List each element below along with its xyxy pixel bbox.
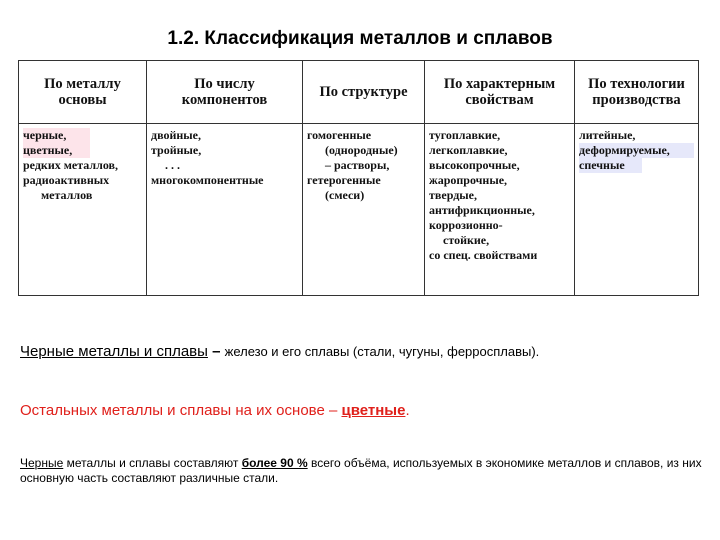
- table-header-row: [19, 61, 699, 124]
- list-item: многокомпонентные: [151, 173, 264, 187]
- list-item: тройные,: [151, 143, 202, 157]
- cell-base-metal: [19, 124, 147, 296]
- page-title: 1.2. Классификация металлов и сплавов: [167, 28, 553, 49]
- list-item: тугоплавкие,: [429, 128, 501, 142]
- list-item: (смеси): [325, 188, 365, 202]
- list-item: редких металлов,: [23, 158, 119, 172]
- list-item: стойкие,: [443, 233, 490, 247]
- ferrous-description: железо и его сплавы (стали, чугуны, ферросплавы).: [224, 344, 540, 359]
- table-row: [19, 124, 699, 296]
- classification-table: [18, 60, 699, 296]
- list-item: коррозионно-: [429, 218, 503, 232]
- list-item: антифрикционные,: [429, 203, 535, 217]
- ferrous-term: Черные металлы и сплавы: [20, 343, 208, 360]
- nonferrous-term: цветные: [341, 402, 406, 419]
- ferrous-definition: [20, 343, 539, 360]
- period: .: [405, 402, 410, 419]
- list-item: черные,: [23, 128, 90, 143]
- list-item: литейные,: [579, 128, 636, 142]
- share-highlight: более 90 %: [241, 456, 308, 470]
- list-item: спечные: [579, 158, 642, 173]
- list-item: цветные,: [23, 143, 90, 158]
- list-item: . . .: [165, 158, 180, 172]
- list-item: деформируемые,: [579, 143, 694, 158]
- cell-components: [147, 124, 303, 296]
- share-rest: всего объёма, используемых в экономике металлов и сплавов, из них основную часть составляют различные стали.: [20, 456, 702, 485]
- list-item: металлов: [41, 188, 93, 202]
- share-middle: металлы и сплавы составляют: [63, 456, 242, 470]
- list-item: двойные,: [151, 128, 201, 142]
- list-item: (однородные): [325, 143, 398, 157]
- cell-properties: [425, 124, 575, 296]
- cell-technology: [575, 124, 699, 296]
- ferrous-share-paragraph: [20, 456, 710, 486]
- list-item: гетерогенные: [307, 173, 381, 187]
- list-item: – растворы,: [325, 158, 390, 172]
- list-item: легкоплавкие,: [429, 143, 508, 157]
- nonferrous-text: Остальных металлы и сплавы на их основе –: [20, 402, 342, 419]
- list-item: жаропрочные,: [429, 173, 508, 187]
- list-item: высокопрочные,: [429, 158, 520, 172]
- list-item: твердые,: [429, 188, 477, 202]
- header-base-metal: По металлу основы: [19, 61, 147, 124]
- cell-structure: [303, 124, 425, 296]
- header-components: По числу компонентов: [147, 61, 303, 124]
- list-item: гомогенные: [307, 128, 372, 142]
- list-item: со спец. свойствами: [429, 248, 538, 262]
- dash: –: [207, 343, 225, 360]
- header-technology: По технологии производства: [575, 61, 699, 124]
- list-item: радиоактивных: [23, 173, 110, 187]
- header-properties: По характерным свойствам: [425, 61, 575, 124]
- ferrous-word: Черные: [20, 456, 64, 470]
- header-structure: По структуре: [303, 61, 425, 124]
- nonferrous-definition: [20, 402, 410, 419]
